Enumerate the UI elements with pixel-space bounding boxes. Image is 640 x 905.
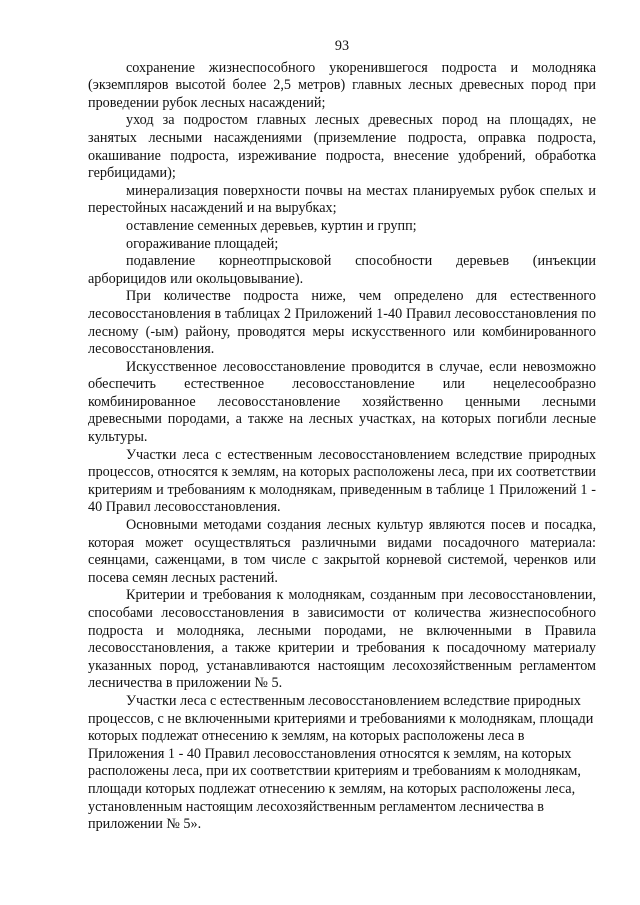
page-number: 93 [334, 38, 350, 54]
paragraph: Основными методами создания лесных культур являются посев и посадка, которая может осуществляться различными видами посадочного материала: сеянцами, саженцами, в том числе с закрытой корневой системой, черенков или посева семян лесных растений. [88, 517, 596, 586]
paragraph: подавление корнеотпрысковой способности деревьев (инъекции арборицидов или окольцовывание). [88, 253, 596, 287]
paragraph: уход за подростом главных лесных древесных пород на площадях, не занятых лесными насаждениями (приземление подроста, оправка подроста, окашивание подроста, изреживание подроста, внесение удобрений, обработка гербицидами); [88, 112, 596, 182]
paragraph: огораживание площадей; [126, 235, 279, 252]
paragraph: Искусственное лесовосстановление проводится в случае, если невозможно обеспечить естественное лесовосстановление или нецелесообразно комбинированное лесовосстановление хозяйственно ценными лесными древесными породами, а также на лесных участках, на которых погибли лесные культуры. [88, 358, 596, 446]
paragraph: оставление семенных деревьев, куртин и групп; [126, 217, 417, 234]
paragraph: Критерии и требования к молоднякам, созданным при лесовосстановлении, способами лесовосстановления в зависимости от количества жизнеспособного подроста и молодняка, лесными породами, не включенными в Правила лесовосстановления, а также критерии и требования к посадочному материалу указанных пород, устанавливаются настоящим лесохозяйственным регламентом лесничества в приложении № 5. [88, 587, 596, 692]
paragraph: сохранение жизнеспособного укоренившегося подроста и молодняка (экземпляров высотой более 2,5 метров) главных лесных древесных пород при проведении рубок лесных насаждений; [88, 59, 596, 111]
paragraph: минерализация поверхности почвы на местах планируемых рубок спелых и перестойных насаждений и на вырубках; [88, 182, 596, 217]
paragraph: При количестве подроста ниже, чем определено для естественного лесовосстановления в таблицах 2 Приложений 1-40 Правил лесовосстановления по лесному (-ым) району, проводятся меры искусственного или комбинированного лесовосстановления. [88, 288, 596, 358]
document-page [88, 38, 596, 834]
paragraph: Участки леса с естественным лесовосстановлением вследствие природных процессов, с не включенными критериями и требованиями к молоднякам, площади которых подлежат отнесению к землям, на которых расположены леса в Приложения 1 - 40 Правил лесовосстановления относятся к землям, на которых расположены леса, при их соответствии критериям и требованиям к молоднякам, площади которых подлежат отнесению к землям, на которых расположены леса, установленным настоящим лесохозяйственным регламентом лесничества в приложении № 5». [88, 692, 594, 833]
paragraph: Участки леса с естественным лесовосстановлением вследствие природных процессов, относятся к землям, на которых расположены леса, при их соответствии критериям и требованиям к молоднякам, приведенным в таблице 1 Приложений 1 - 40 Правил лесовосстановления. [88, 446, 596, 516]
